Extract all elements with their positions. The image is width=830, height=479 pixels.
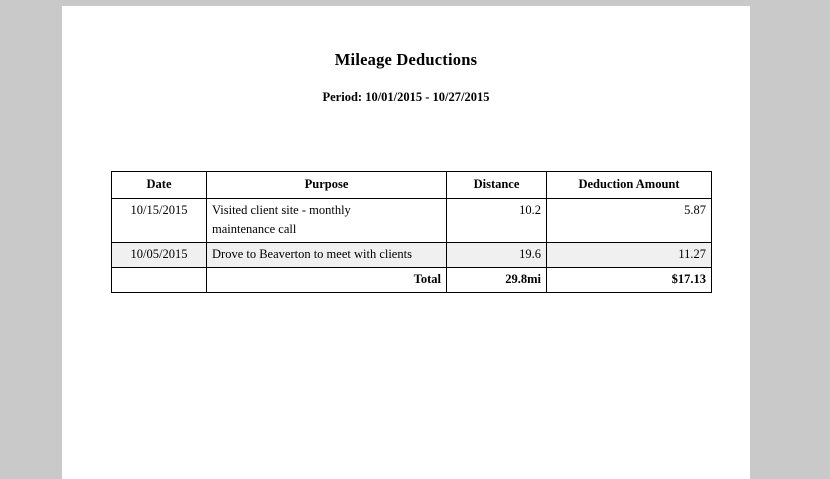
total-label-spacer (112, 267, 207, 292)
cell-purpose: Drove to Beaverton to meet with clients (207, 242, 447, 267)
cell-distance: 19.6 (447, 242, 547, 267)
cell-distance: 10.2 (447, 199, 547, 243)
cell-amount: 5.87 (547, 199, 712, 243)
cell-purpose (207, 199, 447, 243)
purpose-line-2: maintenance call (212, 222, 297, 237)
mileage-table (111, 171, 712, 293)
report-period: Period: 10/01/2015 - 10/27/2015 (322, 90, 490, 104)
purpose-line-1: Visited client site - monthly (212, 203, 351, 217)
total-label: Total (207, 267, 447, 292)
total-amount: $17.13 (547, 267, 712, 292)
column-header-purpose: Purpose (207, 172, 447, 199)
mileage-table-container (111, 171, 706, 293)
total-distance: 29.8mi (447, 267, 547, 292)
table-header-row (112, 172, 712, 199)
document-page (62, 6, 750, 479)
table-row (112, 199, 712, 243)
column-header-distance: Distance (447, 172, 547, 199)
page-title: Mileage Deductions (334, 50, 478, 69)
cell-date: 10/05/2015 (112, 242, 207, 267)
column-header-amount: Deduction Amount (547, 172, 712, 199)
table-row (112, 242, 712, 267)
cell-date: 10/15/2015 (112, 199, 207, 243)
table-total-row (112, 267, 712, 292)
cell-amount: 11.27 (547, 242, 712, 267)
column-header-date: Date (112, 172, 207, 199)
